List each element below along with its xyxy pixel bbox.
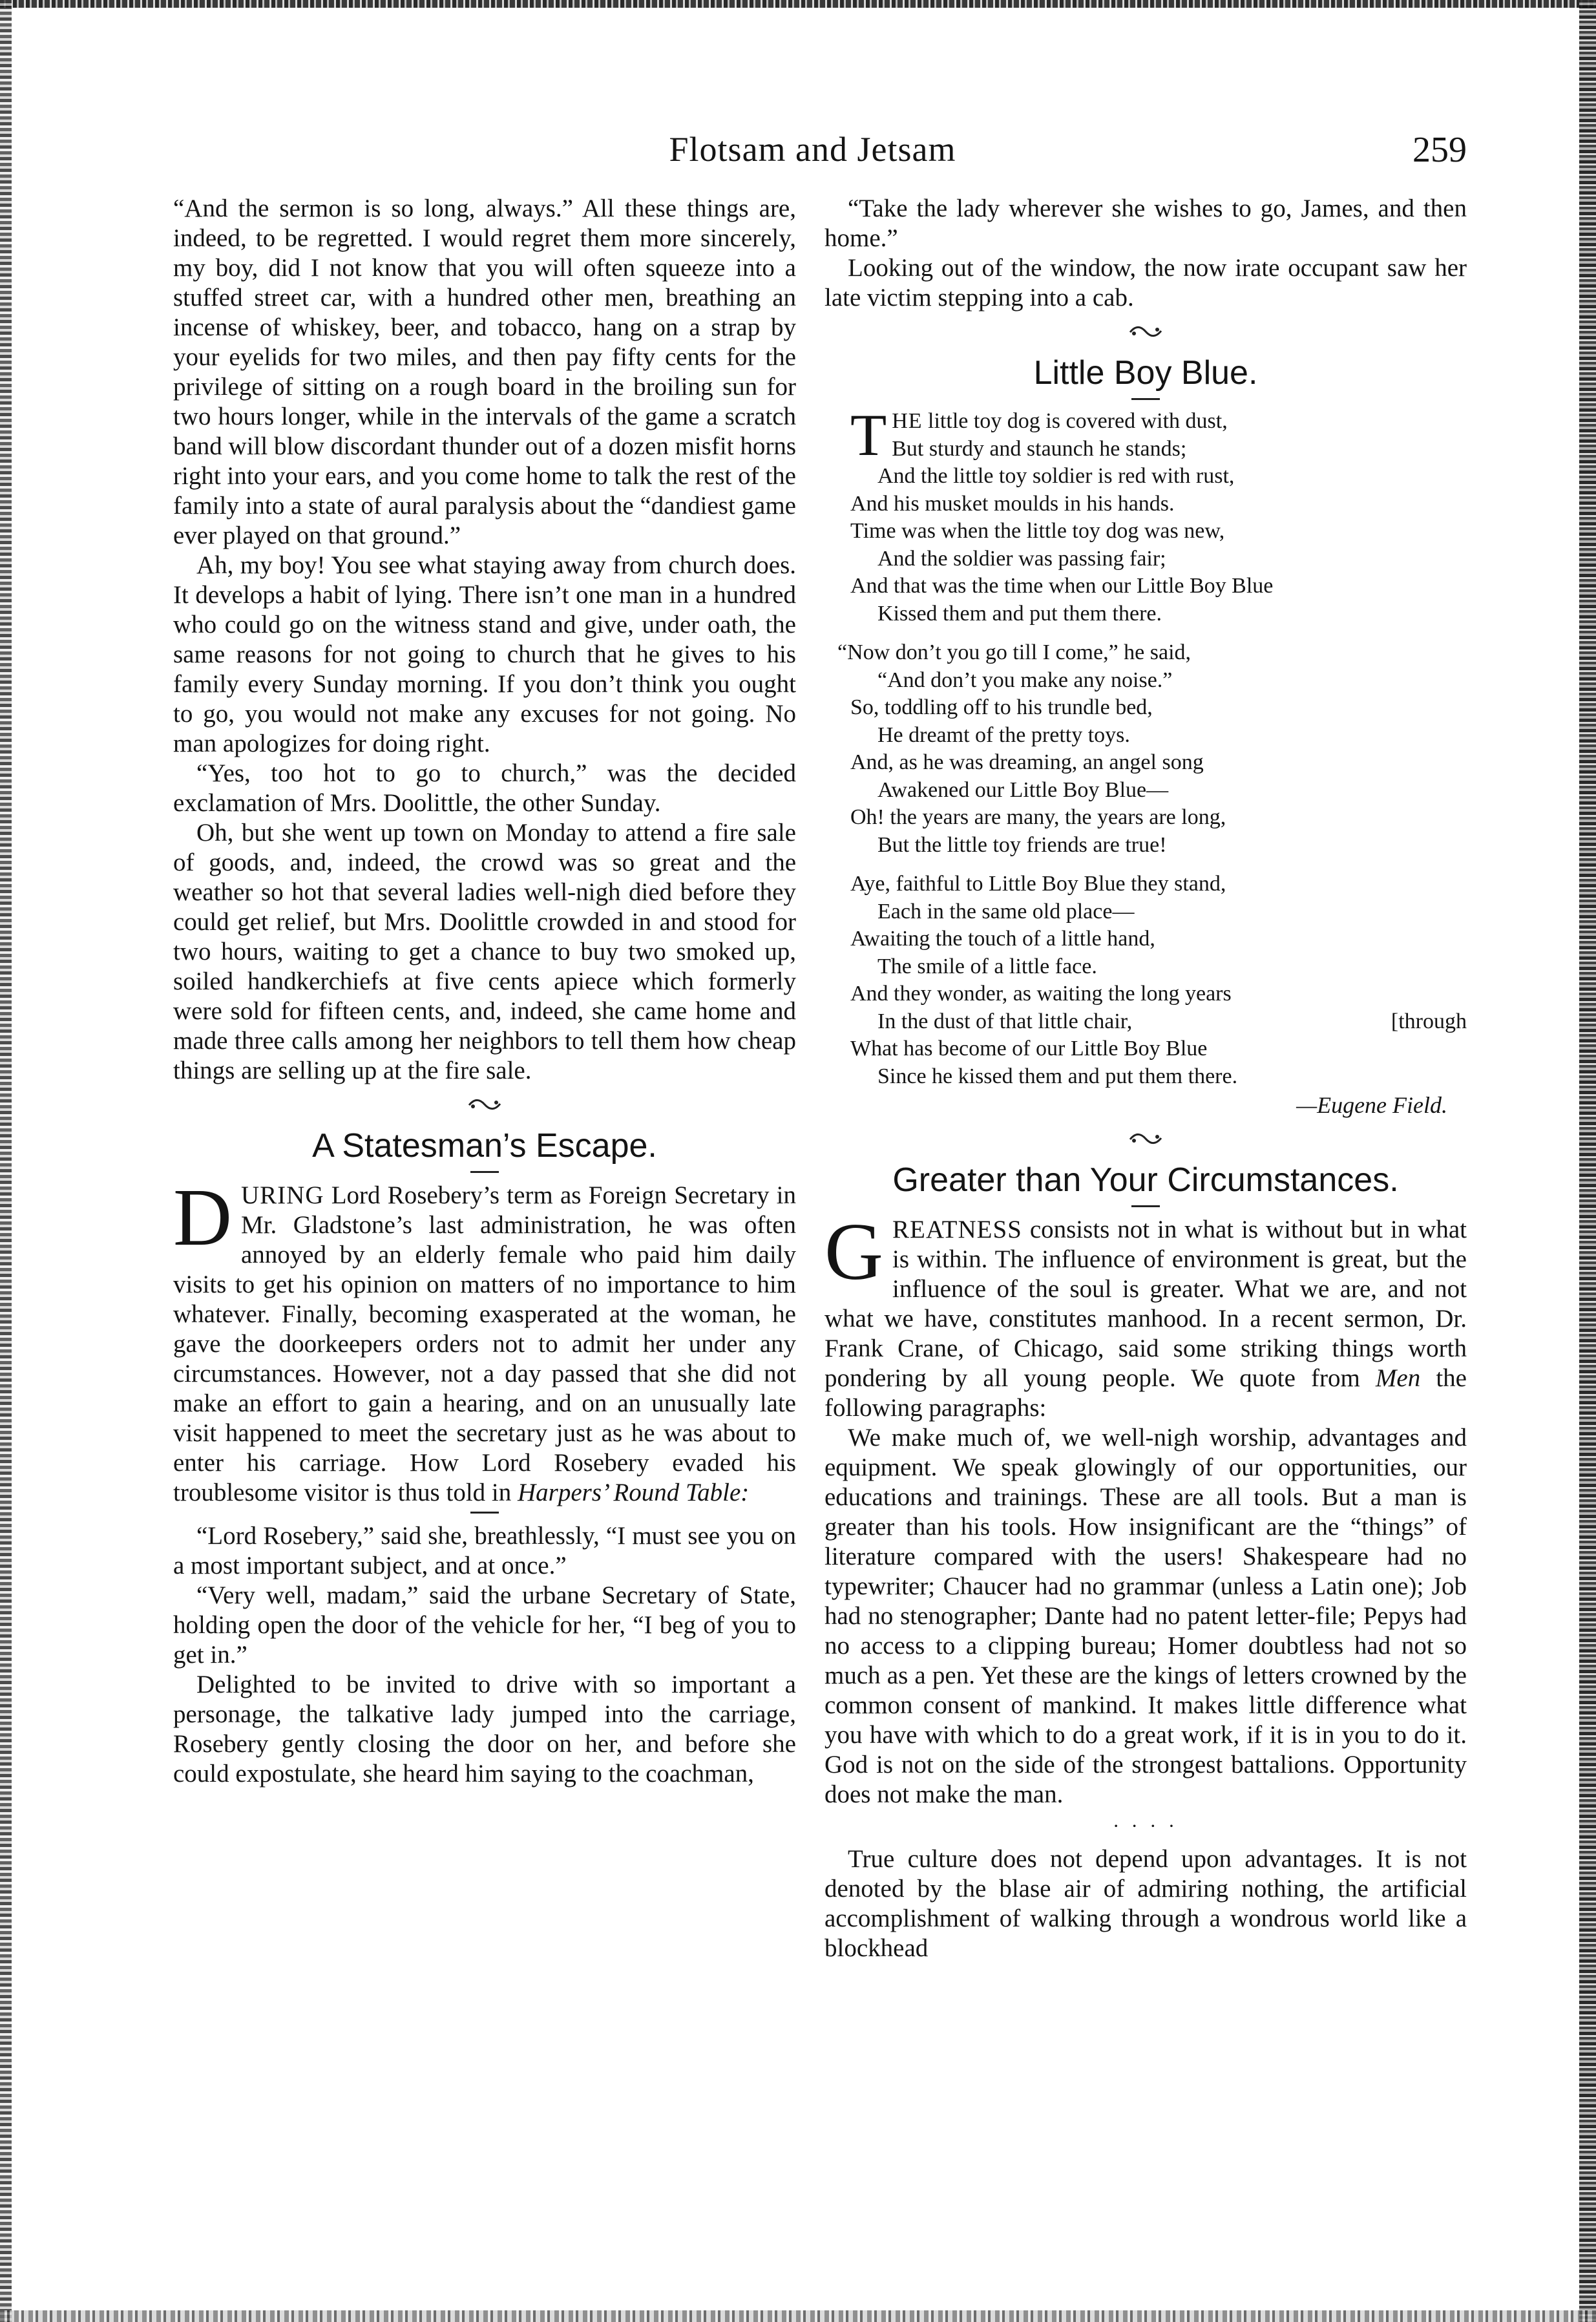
lead-text: consists not in what is without but in what is within. The influence of environment is great, but the influence of the soul is greater. What we are, and not what we have, constitutes manhood. In a recent sermon, Dr. Frank Crane, of Chicago, said some striking things worth pondering by all young people. We quote from xyxy=(824,1216,1467,1392)
paragraph: “Very well, madam,” said the urbane Secretary of State, holding open the door of the vehicle for her, “I beg of you to get in.” xyxy=(173,1581,796,1669)
lead-caps: HE xyxy=(892,409,923,433)
right-column xyxy=(824,194,1467,1963)
lead-text: Lord Rosebery’s term as Foreign Secretary in Mr. Gladstone’s last administration, he was often annoyed by an elderly female who paid him daily visits to get his opinion on matters of no importance to him whatever. Finally, becoming exasperated at the woman, he gave the doorkeepers orders not to admit her under any circumstances. However, not a day passed that she did not make an effort to gain a hearing, and on an unusually late visit happened to meet the secretary just as he was about to enter his carriage. How Lord Rosebery evaded his troublesome visitor is thus told in xyxy=(173,1181,796,1506)
poem-line: Since he kissed them and put them there. xyxy=(877,1064,1238,1088)
article-lead-paragraph xyxy=(824,1207,1467,1423)
source-title: Harpers’ Round Table: xyxy=(518,1479,750,1506)
lead-caps: REATNESS xyxy=(892,1216,1022,1243)
poem-line: And the little toy soldier is red with rust, xyxy=(877,464,1235,488)
poem-line: But sturdy and staunch he stands; xyxy=(892,436,1187,461)
poem-line: And that was the time when our Little Boy Blue xyxy=(850,574,1274,598)
poem-line: “And don’t you make any noise.” xyxy=(877,668,1173,692)
poem-line: Awakened our Little Boy Blue— xyxy=(877,777,1169,802)
scan-edge-right xyxy=(1579,0,1596,2322)
paragraph: We make much of, we well-nigh worship, advantages and equipment. We speak glowingly of our opportunities, our educations and trainings. These are all tools. But a man is greater than his tools. How insignificant are the “things” of literature compared with the users! Shakespeare had no typewriter; Chaucer had no grammar (unless a Latin one); Job had no stenographer; Dante had no patent letter-file; Pepys had no access to a clipping bureau; Homer doubtless had not so much as a pen. Yet these are the kings of letters crowned by the common consent of mankind. It makes little difference what you have with which to do a great work, if it is in you to do it. God is not on the side of the strongest battalions. Opportunity does not make the man. xyxy=(824,1424,1467,1808)
paragraph: “Yes, too hot to go to church,” was the decided exclamation of Mrs. Doolittle, the other Sunday. xyxy=(173,759,796,817)
poem-line: And, as he was dreaming, an angel song xyxy=(850,750,1204,774)
paragraph: Oh, but she went up town on Monday to attend a fire sale of goods, and, indeed, the crowd was so great and the weather so hot that several ladies well-nigh died before they could get relief, but Mrs. Doolittle crowded in and stood for two hours, waiting to get a chance to buy two smoked up, soiled handkerchiefs at five cents apiece which formerly were sold for fifteen cents, and, indeed, she came home and made three calls among her neighbors to tell them how cheap things are selling up at the fire sale. xyxy=(173,819,796,1084)
paragraph: True culture does not depend upon advantages. It is not denoted by the blase air of admiring nothing, the artificial accomplishment of walking through a wondrous world like a blockhead xyxy=(824,1845,1467,1962)
poem-line: Oh! the years are many, the years are long, xyxy=(850,805,1226,829)
ornament-icon xyxy=(173,1093,796,1119)
paragraph: “Take the lady wherever she wishes to go, James, and then home.” xyxy=(824,195,1467,252)
poem-line: The smile of a little face. xyxy=(877,954,1097,978)
paragraph: “And the sermon is so long, always.” All these things are, indeed, to be regretted. I would regret them more sincerely, my boy, did I not know that you will often squeeze into a stuffed street car, with a hundred other men, breathing an incense of whiskey, beer, and tobacco, hang on a strap by your eyelids for two miles, and then pay fifty cents for the privilege of sitting on a rough board in the broiling sun for two hours longer, while in the intervals of the game a scratch band will blow discordant thunder out of a dozen misfit horns right into your ears, and you come home to talk the rest of the family into a state of aural paralysis about the “dandiest game ever played on that ground.” xyxy=(173,195,796,549)
paragraph: Ah, my boy! You see what staying away from church does. It develops a habit of lying. There isn’t one man in a hundred who could go on the witness stand and give, under oath, the same reasons for not going to church that he gives to his family every Sunday morning. If you don’t think you ought to go, you would not make any excuses for not going. No man apologizes for doing right. xyxy=(173,551,796,757)
poem-line: And they wonder, as waiting the long years xyxy=(850,982,1232,1006)
poem-line: “Now don’t you go till I come,” he said, xyxy=(837,640,1192,664)
scan-edge-left xyxy=(0,0,12,2322)
scan-edge-top xyxy=(0,0,1596,8)
lead-text-end: the following paragraphs: xyxy=(824,1364,1467,1422)
article-lead-paragraph xyxy=(173,1173,796,1508)
article-title: A Statesman’s Escape. xyxy=(312,1127,657,1165)
overflow-word: [through xyxy=(1391,1009,1467,1033)
left-column xyxy=(173,194,796,1789)
poem-line: Each in the same old place— xyxy=(877,899,1135,924)
running-head: Flotsam and Jetsam xyxy=(669,130,956,169)
ornament-icon xyxy=(824,321,1467,346)
poem-line: And the soldier was passing fair; xyxy=(877,546,1166,571)
section-rule xyxy=(470,1512,499,1514)
drop-cap: G xyxy=(824,1207,883,1297)
poem-line: And his musket moulds in his hands. xyxy=(850,491,1175,516)
drop-cap: D xyxy=(173,1173,232,1263)
drop-cap: T xyxy=(850,402,887,468)
title-rule xyxy=(1131,1205,1160,1207)
ornament-icon xyxy=(824,1128,1467,1154)
poem-line: He dreamt of the pretty toys. xyxy=(877,723,1130,747)
paragraph: Looking out of the window, the now irate occupant saw her late victim stepping into a cab. xyxy=(824,254,1467,311)
lead-caps: URING xyxy=(241,1181,324,1209)
page-number: 259 xyxy=(1412,130,1467,170)
poem-line-text: little toy dog is covered with dust, xyxy=(922,409,1228,433)
title-rule xyxy=(1131,398,1160,400)
paragraph: Delighted to be invited to drive with so important a personage, the talkative lady jumped into the carriage, Rosebery gently closing the door on her, and before she could expostulate, she heard him saying to the coachman, xyxy=(173,1671,796,1788)
page-header xyxy=(158,129,1467,181)
poem-attribution: —Eugene Field. xyxy=(1296,1092,1447,1118)
poem-line xyxy=(850,1008,1467,1036)
article-title: Greater than Your Circumstances. xyxy=(892,1161,1399,1199)
poem-title: Little Boy Blue. xyxy=(1033,354,1258,392)
stanza-gap xyxy=(850,628,1467,639)
poem-line: Aye, faithful to Little Boy Blue they stand, xyxy=(850,872,1226,896)
poem-line-text: In the dust of that little chair, xyxy=(877,1009,1133,1033)
poem-line: Time was when the little toy dog was new, xyxy=(850,519,1225,543)
scan-edge-bottom xyxy=(0,2310,1596,2322)
paragraph: “Lord Rosebery,” said she, breathlessly, “I must see you on a most important subject, and at once.” xyxy=(173,1522,796,1579)
section-divider-dots: ⋅ ⋅ ⋅ ⋅ xyxy=(1113,1817,1179,1837)
poem-line: So, toddling off to his trundle bed, xyxy=(850,695,1153,719)
poem xyxy=(837,402,1467,1090)
poem-line: But the little toy friends are true! xyxy=(877,832,1167,857)
stanza-gap xyxy=(850,859,1467,871)
poem-line: Kissed them and put them there. xyxy=(877,601,1162,626)
poem-line: What has become of our Little Boy Blue xyxy=(850,1037,1208,1061)
source-title: Men xyxy=(1375,1364,1421,1392)
poem-line: Awaiting the touch of a little hand, xyxy=(850,927,1155,951)
title-rule xyxy=(470,1171,499,1173)
